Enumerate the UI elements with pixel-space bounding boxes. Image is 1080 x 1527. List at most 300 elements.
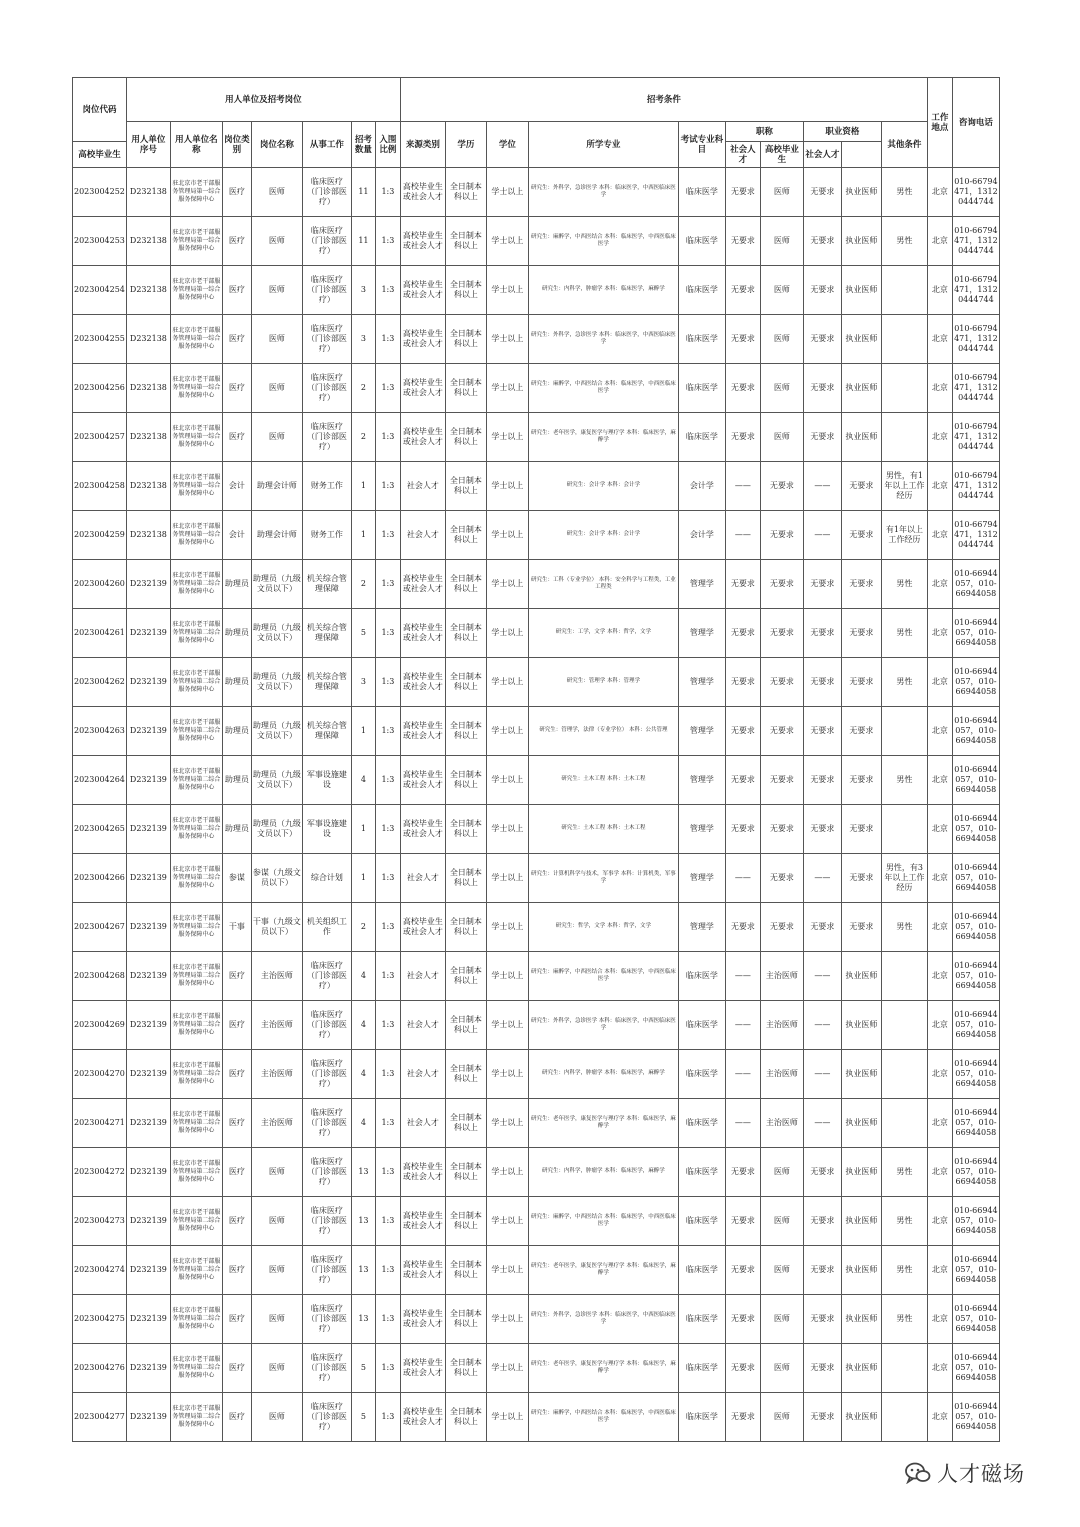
row-pos-type: 医疗 xyxy=(222,1148,251,1197)
row-location: 北京 xyxy=(927,1001,952,1050)
row-code: 2023004272 xyxy=(73,1148,127,1197)
row-phone: 010-66944057，010-66944058 xyxy=(952,1393,999,1442)
row-education: 全日制本科以上 xyxy=(445,952,486,1001)
row-exam: 临床医学 xyxy=(678,168,725,217)
row-major: 研究生：外科学，急诊医学 本科：临床医学，中西医临床医学 xyxy=(528,315,678,364)
row-duty: 临床医疗（门诊部医疗） xyxy=(302,1050,351,1099)
row-count: 1 xyxy=(351,511,375,560)
row-education: 全日制本科以上 xyxy=(445,511,486,560)
row-other: 男性 xyxy=(881,756,927,805)
row-phone: 010-66794471，13120444744 xyxy=(952,266,999,315)
row-location: 北京 xyxy=(927,413,952,462)
row-exam: 管理学 xyxy=(678,756,725,805)
row-unit-no: D232139 xyxy=(126,1393,170,1442)
row-major: 研究生：外科学，急诊医学 本科：临床医学，中西医临床医学 xyxy=(528,1295,678,1344)
row-qual-social: 无要求 xyxy=(841,462,881,511)
header-phone: 咨询电话 xyxy=(952,78,999,168)
row-other: 男性 xyxy=(881,609,927,658)
row-major: 研究生：麻醉学，中西医结合 本科：临床医学，中西医临床医学 xyxy=(528,217,678,266)
row-phone: 010-66944057，010-66944058 xyxy=(952,1295,999,1344)
row-pos-name: 医师 xyxy=(251,315,302,364)
wechat-official-account-icon xyxy=(905,1462,931,1484)
row-ratio: 1:3 xyxy=(375,1246,400,1295)
row-major: 研究生：老年医学，康复医学与理疗学 本科：临床医学，麻醉学 xyxy=(528,1344,678,1393)
row-code: 2023004270 xyxy=(73,1050,127,1099)
row-unit-name: 驻北京市老干部服务管理局第二综合服务保障中心 xyxy=(170,609,222,658)
row-other xyxy=(881,1001,927,1050)
row-location: 北京 xyxy=(927,511,952,560)
row-unit-name: 驻北京市老干部服务管理局第二综合服务保障中心 xyxy=(170,658,222,707)
row-unit-no: D232138 xyxy=(126,364,170,413)
row-pos-name: 医师 xyxy=(251,1246,302,1295)
row-other xyxy=(881,315,927,364)
row-exam: 管理学 xyxy=(678,707,725,756)
row-degree: 学士以上 xyxy=(486,854,528,903)
row-qual-social: 执业医师 xyxy=(841,266,881,315)
table-row xyxy=(73,1344,1000,1393)
row-source: 社会人才 xyxy=(400,1099,445,1148)
row-location: 北京 xyxy=(927,266,952,315)
table-row xyxy=(73,854,1000,903)
row-qual-social: 执业医师 xyxy=(841,1344,881,1393)
row-qual-social: 无要求 xyxy=(841,756,881,805)
row-education: 全日制本科以上 xyxy=(445,707,486,756)
row-unit-no: D232138 xyxy=(126,168,170,217)
row-phone: 010-66944057，010-66944058 xyxy=(952,1050,999,1099)
row-exam: 管理学 xyxy=(678,658,725,707)
row-source: 高校毕业生或社会人才 xyxy=(400,413,445,462)
row-code: 2023004262 xyxy=(73,658,127,707)
row-education: 全日制本科以上 xyxy=(445,266,486,315)
header-exam-subject: 考试专业科目 xyxy=(678,122,725,168)
row-title-grad: —— xyxy=(725,854,760,903)
row-title-social: 医师 xyxy=(760,266,803,315)
row-phone: 010-66944057，010-66944058 xyxy=(952,1344,999,1393)
row-major: 研究生：内科学，肿瘤学 本科：临床医学，麻醉学 xyxy=(528,1148,678,1197)
row-degree: 学士以上 xyxy=(486,1099,528,1148)
row-duty: 综合计划 xyxy=(302,854,351,903)
table-row xyxy=(73,1099,1000,1148)
row-major: 研究生：外科学，急诊医学 本科：临床医学，中西医临床医学 xyxy=(528,168,678,217)
table-row xyxy=(73,1246,1000,1295)
table-row xyxy=(73,707,1000,756)
row-pos-name: 参谋（九级文员以下） xyxy=(251,854,302,903)
row-qual-social: 执业医师 xyxy=(841,1001,881,1050)
row-other: 男性 xyxy=(881,1197,927,1246)
row-degree: 学士以上 xyxy=(486,1246,528,1295)
row-qual-social: 执业医师 xyxy=(841,952,881,1001)
row-exam: 临床医学 xyxy=(678,266,725,315)
row-ratio: 1:3 xyxy=(375,756,400,805)
row-qual-grad: —— xyxy=(803,952,841,1001)
row-duty: 机关综合管理保障 xyxy=(302,658,351,707)
row-title-social: 医师 xyxy=(760,1246,803,1295)
row-title-social: 医师 xyxy=(760,1295,803,1344)
row-pos-name: 助理员（九级文员以下） xyxy=(251,707,302,756)
row-phone: 010-66794471，13120444744 xyxy=(952,462,999,511)
row-count: 1 xyxy=(351,854,375,903)
row-exam: 会计学 xyxy=(678,462,725,511)
table-row xyxy=(73,560,1000,609)
table-row xyxy=(73,217,1000,266)
row-ratio: 1:3 xyxy=(375,1001,400,1050)
row-unit-no: D232138 xyxy=(126,217,170,266)
row-major: 研究生：麻醉学，中西医结合 本科：临床医学，中西医临床医学 xyxy=(528,1393,678,1442)
row-ratio: 1:3 xyxy=(375,1344,400,1393)
row-major: 研究生：老年医学，康复医学与理疗学 本科：临床医学，麻醉学 xyxy=(528,413,678,462)
row-exam: 管理学 xyxy=(678,609,725,658)
row-count: 4 xyxy=(351,1099,375,1148)
header-pos-type: 岗位类别 xyxy=(222,122,251,168)
row-qual-grad: 无要求 xyxy=(803,658,841,707)
row-education: 全日制本科以上 xyxy=(445,315,486,364)
row-qual-grad: —— xyxy=(803,1099,841,1148)
row-pos-type: 助理员 xyxy=(222,756,251,805)
row-ratio: 1:3 xyxy=(375,315,400,364)
row-duty: 机关组织工作 xyxy=(302,903,351,952)
row-duty: 机关综合管理保障 xyxy=(302,609,351,658)
row-source: 高校毕业生或社会人才 xyxy=(400,609,445,658)
row-title-social: 医师 xyxy=(760,1197,803,1246)
row-exam: 临床医学 xyxy=(678,1344,725,1393)
row-unit-no: D232138 xyxy=(126,413,170,462)
row-phone: 010-66944057，010-66944058 xyxy=(952,854,999,903)
row-title-social: 医师 xyxy=(760,1344,803,1393)
row-education: 全日制本科以上 xyxy=(445,560,486,609)
row-ratio: 1:3 xyxy=(375,658,400,707)
row-education: 全日制本科以上 xyxy=(445,1099,486,1148)
row-qual-grad: 无要求 xyxy=(803,168,841,217)
row-code: 2023004261 xyxy=(73,609,127,658)
header-qual-group: 职业资格 xyxy=(803,122,881,142)
row-ratio: 1:3 xyxy=(375,511,400,560)
row-location: 北京 xyxy=(927,1197,952,1246)
row-education: 全日制本科以上 xyxy=(445,805,486,854)
row-code: 2023004276 xyxy=(73,1344,127,1393)
row-pos-name: 医师 xyxy=(251,168,302,217)
row-ratio: 1:3 xyxy=(375,364,400,413)
row-major: 研究生：会计学 本科：会计学 xyxy=(528,462,678,511)
row-education: 全日制本科以上 xyxy=(445,1001,486,1050)
row-title-social: 无要求 xyxy=(760,462,803,511)
row-unit-no: D232138 xyxy=(126,462,170,511)
row-location: 北京 xyxy=(927,1099,952,1148)
row-other xyxy=(881,413,927,462)
header-unit-no: 用人单位序号 xyxy=(126,122,170,168)
row-qual-social: 执业医师 xyxy=(841,315,881,364)
row-code: 2023004277 xyxy=(73,1393,127,1442)
row-title-social: 无要求 xyxy=(760,903,803,952)
row-location: 北京 xyxy=(927,805,952,854)
row-ratio: 1:3 xyxy=(375,560,400,609)
row-location: 北京 xyxy=(927,1393,952,1442)
table-body xyxy=(73,168,1000,1442)
row-pos-name: 医师 xyxy=(251,1393,302,1442)
row-pos-name: 助理会计师 xyxy=(251,511,302,560)
row-exam: 临床医学 xyxy=(678,1001,725,1050)
row-source: 社会人才 xyxy=(400,854,445,903)
row-unit-no: D232139 xyxy=(126,952,170,1001)
row-pos-name: 助理员（九级文员以下） xyxy=(251,805,302,854)
row-other xyxy=(881,805,927,854)
row-pos-name: 助理会计师 xyxy=(251,462,302,511)
row-title-social: 无要求 xyxy=(760,756,803,805)
row-title-grad: 无要求 xyxy=(725,707,760,756)
row-unit-name: 驻北京市老干部服务管理局第一综合服务保障中心 xyxy=(170,266,222,315)
row-exam: 临床医学 xyxy=(678,1393,725,1442)
row-title-grad: 无要求 xyxy=(725,756,760,805)
row-pos-name: 主治医师 xyxy=(251,1050,302,1099)
row-count: 13 xyxy=(351,1246,375,1295)
row-title-social: 主治医师 xyxy=(760,1050,803,1099)
row-count: 4 xyxy=(351,756,375,805)
row-source: 高校毕业生或社会人才 xyxy=(400,266,445,315)
row-location: 北京 xyxy=(927,364,952,413)
row-unit-no: D232138 xyxy=(126,266,170,315)
row-other xyxy=(881,1393,927,1442)
row-phone: 010-66944057，010-66944058 xyxy=(952,1246,999,1295)
row-code: 2023004265 xyxy=(73,805,127,854)
row-ratio: 1:3 xyxy=(375,168,400,217)
row-title-social: 主治医师 xyxy=(760,1099,803,1148)
row-other xyxy=(881,1344,927,1393)
row-code: 2023004254 xyxy=(73,266,127,315)
row-location: 北京 xyxy=(927,217,952,266)
row-unit-no: D232139 xyxy=(126,1197,170,1246)
row-qual-grad: —— xyxy=(803,1050,841,1099)
row-ratio: 1:3 xyxy=(375,413,400,462)
row-source: 高校毕业生或社会人才 xyxy=(400,756,445,805)
row-unit-no: D232139 xyxy=(126,1099,170,1148)
row-major: 研究生：内科学，肿瘤学 本科：临床医学，麻醉学 xyxy=(528,1050,678,1099)
row-ratio: 1:3 xyxy=(375,462,400,511)
row-phone: 010-66944057，010-66944058 xyxy=(952,707,999,756)
row-unit-name: 驻北京市老干部服务管理局第二综合服务保障中心 xyxy=(170,1148,222,1197)
row-title-grad: 无要求 xyxy=(725,364,760,413)
row-unit-no: D232139 xyxy=(126,1344,170,1393)
row-pos-type: 助理员 xyxy=(222,658,251,707)
row-unit-name: 驻北京市老干部服务管理局第二综合服务保障中心 xyxy=(170,1295,222,1344)
row-title-grad: 无要求 xyxy=(725,266,760,315)
row-count: 1 xyxy=(351,707,375,756)
row-code: 2023004260 xyxy=(73,560,127,609)
row-title-social: 主治医师 xyxy=(760,1001,803,1050)
row-degree: 学士以上 xyxy=(486,364,528,413)
row-location: 北京 xyxy=(927,903,952,952)
row-ratio: 1:3 xyxy=(375,217,400,266)
row-source: 高校毕业生或社会人才 xyxy=(400,1246,445,1295)
row-unit-no: D232139 xyxy=(126,1001,170,1050)
row-source: 社会人才 xyxy=(400,462,445,511)
row-degree: 学士以上 xyxy=(486,756,528,805)
row-phone: 010-66794471，13120444744 xyxy=(952,315,999,364)
row-source: 高校毕业生或社会人才 xyxy=(400,1197,445,1246)
row-other xyxy=(881,1099,927,1148)
row-title-grad: 无要求 xyxy=(725,658,760,707)
row-code: 2023004256 xyxy=(73,364,127,413)
row-education: 全日制本科以上 xyxy=(445,1295,486,1344)
row-qual-grad: 无要求 xyxy=(803,1246,841,1295)
row-pos-type: 医疗 xyxy=(222,952,251,1001)
row-title-grad: 无要求 xyxy=(725,315,760,364)
row-location: 北京 xyxy=(927,1050,952,1099)
row-pos-name: 助理员（九级文员以下） xyxy=(251,658,302,707)
row-duty: 临床医疗（门诊部医疗） xyxy=(302,1344,351,1393)
row-pos-name: 医师 xyxy=(251,266,302,315)
row-degree: 学士以上 xyxy=(486,1197,528,1246)
row-major: 研究生：土木工程 本科：土木工程 xyxy=(528,805,678,854)
row-major: 研究生：麻醉学，中西医结合 本科：临床医学，中西医临床医学 xyxy=(528,952,678,1001)
row-degree: 学士以上 xyxy=(486,1050,528,1099)
row-unit-no: D232138 xyxy=(126,315,170,364)
row-pos-name: 医师 xyxy=(251,1295,302,1344)
row-location: 北京 xyxy=(927,707,952,756)
row-ratio: 1:3 xyxy=(375,1148,400,1197)
row-unit-name: 驻北京市老干部服务管理局第二综合服务保障中心 xyxy=(170,1393,222,1442)
row-exam: 临床医学 xyxy=(678,1148,725,1197)
row-phone: 010-66794471，13120444744 xyxy=(952,413,999,462)
row-qual-social: 无要求 xyxy=(841,658,881,707)
row-title-social: 无要求 xyxy=(760,511,803,560)
row-degree: 学士以上 xyxy=(486,1295,528,1344)
row-education: 全日制本科以上 xyxy=(445,609,486,658)
row-qual-social: 执业医师 xyxy=(841,1050,881,1099)
row-title-social: 无要求 xyxy=(760,609,803,658)
row-source: 高校毕业生或社会人才 xyxy=(400,658,445,707)
row-unit-no: D232139 xyxy=(126,707,170,756)
row-source: 社会人才 xyxy=(400,1050,445,1099)
header-qual-grad: 高校毕业生 xyxy=(760,142,803,168)
row-ratio: 1:3 xyxy=(375,952,400,1001)
row-duty: 临床医疗（门诊部医疗） xyxy=(302,1001,351,1050)
table-row xyxy=(73,805,1000,854)
header-unit-name: 用人单位名称 xyxy=(170,122,222,168)
watermark xyxy=(905,1458,1055,1488)
row-title-grad: 无要求 xyxy=(725,413,760,462)
row-count: 5 xyxy=(351,609,375,658)
row-major: 研究生：管理学，法律（专业学位） 本科：公共管理 xyxy=(528,707,678,756)
row-count: 1 xyxy=(351,462,375,511)
row-pos-type: 参谋 xyxy=(222,854,251,903)
row-source: 社会人才 xyxy=(400,952,445,1001)
row-major: 研究生：工学，文学 本科：哲学，文学 xyxy=(528,609,678,658)
row-title-social: 无要求 xyxy=(760,658,803,707)
row-exam: 临床医学 xyxy=(678,1050,725,1099)
row-degree: 学士以上 xyxy=(486,1148,528,1197)
row-qual-social: 执业医师 xyxy=(841,1197,881,1246)
row-unit-no: D232139 xyxy=(126,1246,170,1295)
row-source: 社会人才 xyxy=(400,1001,445,1050)
row-ratio: 1:3 xyxy=(375,266,400,315)
row-count: 4 xyxy=(351,952,375,1001)
row-pos-name: 主治医师 xyxy=(251,1099,302,1148)
row-unit-name: 驻北京市老干部服务管理局第二综合服务保障中心 xyxy=(170,952,222,1001)
row-title-grad: 无要求 xyxy=(725,1295,760,1344)
row-duty: 临床医疗（门诊部医疗） xyxy=(302,1393,351,1442)
row-duty: 财务工作 xyxy=(302,511,351,560)
row-count: 11 xyxy=(351,168,375,217)
row-qual-grad: 无要求 xyxy=(803,805,841,854)
row-unit-name: 驻北京市老干部服务管理局第二综合服务保障中心 xyxy=(170,1344,222,1393)
row-unit-name: 驻北京市老干部服务管理局第一综合服务保障中心 xyxy=(170,511,222,560)
row-title-social: 无要求 xyxy=(760,707,803,756)
row-phone: 010-66944057，010-66944058 xyxy=(952,756,999,805)
row-unit-name: 驻北京市老干部服务管理局第一综合服务保障中心 xyxy=(170,315,222,364)
row-exam: 临床医学 xyxy=(678,1295,725,1344)
row-location: 北京 xyxy=(927,854,952,903)
row-title-social: 医师 xyxy=(760,168,803,217)
row-unit-name: 驻北京市老干部服务管理局第一综合服务保障中心 xyxy=(170,168,222,217)
row-qual-grad: 无要求 xyxy=(803,266,841,315)
row-pos-type: 助理员 xyxy=(222,609,251,658)
row-unit-name: 驻北京市老干部服务管理局第一综合服务保障中心 xyxy=(170,413,222,462)
row-qual-grad: 无要求 xyxy=(803,315,841,364)
row-source: 高校毕业生或社会人才 xyxy=(400,1295,445,1344)
row-unit-no: D232139 xyxy=(126,854,170,903)
header-title-group: 职称 xyxy=(725,122,803,142)
row-qual-social: 执业医师 xyxy=(841,168,881,217)
table-row xyxy=(73,658,1000,707)
row-title-social: 医师 xyxy=(760,413,803,462)
row-pos-type: 医疗 xyxy=(222,1050,251,1099)
row-phone: 010-66944057，010-66944058 xyxy=(952,1197,999,1246)
row-degree: 学士以上 xyxy=(486,658,528,707)
row-count: 2 xyxy=(351,364,375,413)
table-row xyxy=(73,315,1000,364)
row-unit-name: 驻北京市老干部服务管理局第二综合服务保障中心 xyxy=(170,1050,222,1099)
row-major: 研究生：会计学 本科：会计学 xyxy=(528,511,678,560)
row-exam: 临床医学 xyxy=(678,315,725,364)
row-qual-social: 执业医师 xyxy=(841,1393,881,1442)
row-pos-name: 助理员（九级文员以下） xyxy=(251,756,302,805)
row-duty: 临床医疗（门诊部医疗） xyxy=(302,266,351,315)
row-title-grad: 无要求 xyxy=(725,1344,760,1393)
row-qual-grad: —— xyxy=(803,462,841,511)
row-pos-name: 主治医师 xyxy=(251,952,302,1001)
row-major: 研究生：计算机科学与技术，军事学 本科：计算机类，军事学 xyxy=(528,854,678,903)
row-unit-name: 驻北京市老干部服务管理局第二综合服务保障中心 xyxy=(170,903,222,952)
row-unit-name: 驻北京市老干部服务管理局第一综合服务保障中心 xyxy=(170,217,222,266)
row-major: 研究生：土木工程 本科：土木工程 xyxy=(528,756,678,805)
row-title-social: 医师 xyxy=(760,217,803,266)
row-pos-type: 医疗 xyxy=(222,1197,251,1246)
row-pos-type: 医疗 xyxy=(222,364,251,413)
row-pos-name: 医师 xyxy=(251,1148,302,1197)
row-unit-name: 驻北京市老干部服务管理局第一综合服务保障中心 xyxy=(170,462,222,511)
row-degree: 学士以上 xyxy=(486,903,528,952)
row-qual-grad: 无要求 xyxy=(803,707,841,756)
row-pos-name: 助理员（九级文员以下） xyxy=(251,609,302,658)
row-code: 2023004268 xyxy=(73,952,127,1001)
row-code: 2023004275 xyxy=(73,1295,127,1344)
table-row xyxy=(73,1393,1000,1442)
watermark-text: 人才磁场 xyxy=(937,1462,1025,1486)
row-code: 2023004267 xyxy=(73,903,127,952)
row-duty: 财务工作 xyxy=(302,462,351,511)
row-phone: 010-66794471，13120444744 xyxy=(952,168,999,217)
row-pos-type: 医疗 xyxy=(222,1295,251,1344)
row-unit-no: D232139 xyxy=(126,756,170,805)
row-location: 北京 xyxy=(927,168,952,217)
row-code: 2023004266 xyxy=(73,854,127,903)
row-duty: 临床医疗（门诊部医疗） xyxy=(302,1099,351,1148)
row-source: 高校毕业生或社会人才 xyxy=(400,560,445,609)
row-pos-name: 主治医师 xyxy=(251,1001,302,1050)
row-degree: 学士以上 xyxy=(486,1344,528,1393)
row-major: 研究生：管理学 本科：管理学 xyxy=(528,658,678,707)
row-qual-grad: 无要求 xyxy=(803,1295,841,1344)
row-title-social: 无要求 xyxy=(760,805,803,854)
